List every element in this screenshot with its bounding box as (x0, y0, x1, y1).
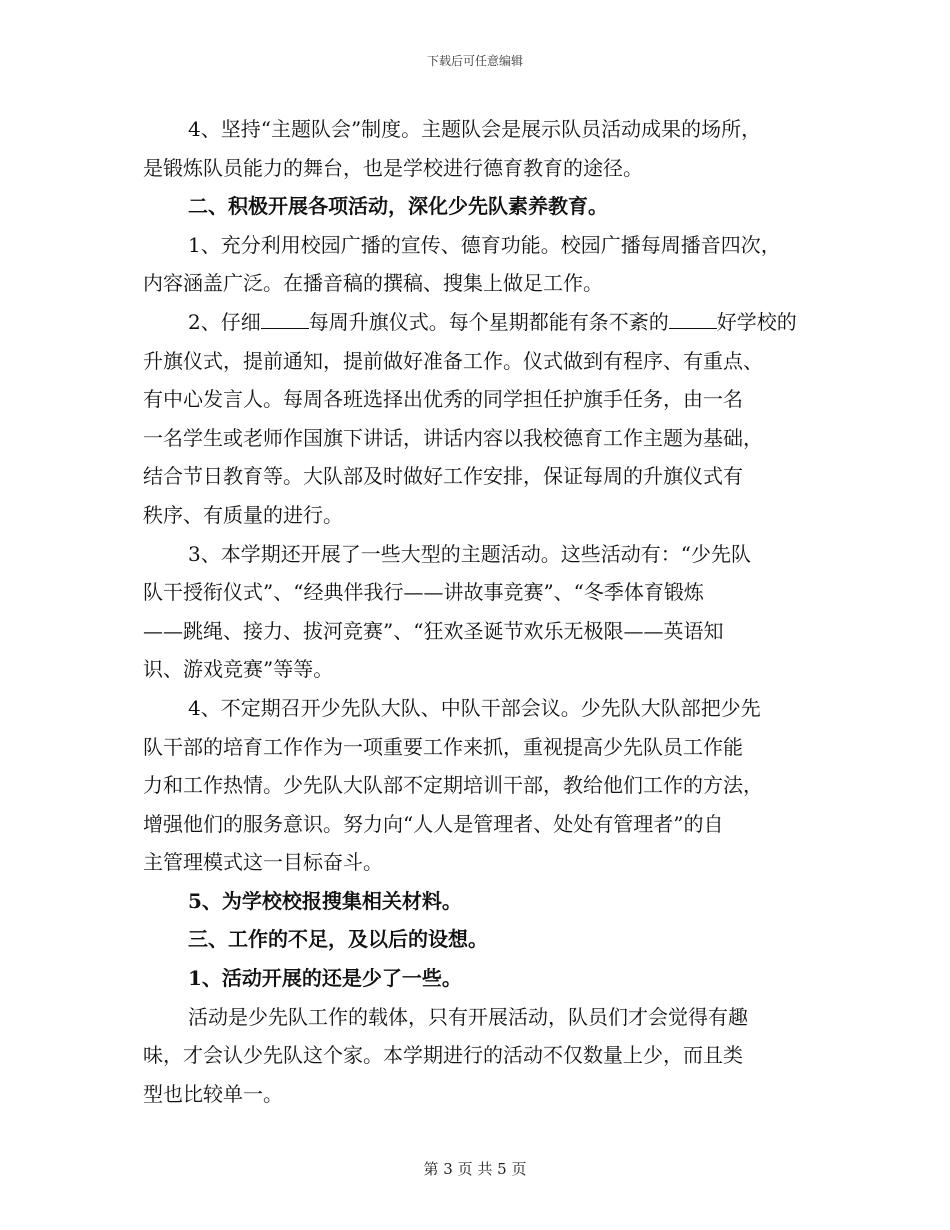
paragraph-line: 4、不定期召开少先队大队、中队干部会议。少先队大队部把少先 (188, 695, 761, 720)
section-heading: 三、工作的不足，及以后的设想。 (188, 927, 488, 952)
paragraph-line: 4、坚持“主题队会”制度。主题队会是展示队员活动成果的场所， (188, 117, 762, 141)
paragraph-line: 味，才会认少先队这个家。本学期进行的活动不仅数量上少，而且类 (143, 1043, 743, 1068)
page-header: 下载后可任意编辑 (426, 54, 523, 68)
subsection-heading: 5、为学校校报搜集相关材料。 (188, 888, 462, 913)
paragraph-line: 有中心发言人。每周各班选择出优秀的同学担任护旗手任务，由一名 (143, 387, 743, 412)
document-body (143, 110, 811, 1113)
paragraph-line: 秩序、有质量的进行。 (143, 502, 343, 527)
page-number-footer: 第 3 页 共 5 页 (423, 1160, 527, 1178)
subsection-heading: 1、活动开展的还是少了一些。 (188, 966, 462, 991)
paragraph-line: 内容涵盖广泛。在播音稿的撰稿、搜集上做足工作。 (143, 271, 603, 296)
paragraph-line: 主管理模式这一目标奋斗。 (143, 850, 383, 875)
section-heading: 二、积极开展各项活动，深化少先队素养教育。 (188, 194, 608, 219)
paragraph-line: 是锻炼队员能力的舞台，也是学校进行德育教育的途径。 (143, 155, 643, 180)
blank-underline (261, 306, 309, 329)
paragraph-line: 活动是少先队工作的载体，只有开展活动，队员们才会觉得有趣 (188, 1004, 748, 1029)
paragraph-line: 识、游戏竞赛”等等。 (143, 657, 334, 682)
paragraph-line: 增强他们的服务意识。努力向“人人是管理者、处处有管理者”的自 (143, 811, 724, 836)
paragraph-line: 力和工作热情。少先队大队部不定期培训干部，教给他们工作的方法， (143, 773, 763, 798)
paragraph-line: 队干授衔仪式”、“经典伴我行——讲故事竞赛”、“冬季体育锻炼 (143, 580, 704, 605)
paragraph-line: ——跳绳、接力、拔河竞赛”、“狂欢圣诞节欢乐无极限——英语知 (143, 618, 724, 643)
text-segment: 好学校的 (716, 309, 797, 334)
text-segment: 2、仔细 (188, 309, 261, 334)
paragraph-line: 一名学生或老师作国旗下讲话，讲话内容以我校德育工作主题为基础， (143, 425, 763, 450)
paragraph-line: 升旗仪式，提前通知，提前做好准备工作。仪式做到有程序、有重点、 (143, 348, 763, 373)
blank-underline (669, 306, 717, 329)
paragraph-line (143, 303, 811, 342)
paragraph-line: 结合节日教育等。大队部及时做好工作安排，保证每周的升旗仪式有 (143, 464, 743, 489)
text-segment: 每周升旗仪式。每个星期都能有条不紊的 (308, 309, 669, 334)
paragraph-line: 1、充分利用校园广播的宣传、德育功能。校园广播每周播音四次， (188, 232, 781, 257)
paragraph-line: 3、本学期还开展了一些大型的主题活动。这些活动有：“少先队 (188, 541, 751, 566)
paragraph-line: 型也比较单一。 (143, 1081, 283, 1106)
paragraph-line: 队干部的培育工作作为一项重要工作来抓，重视提高少先队员工作能 (143, 734, 743, 759)
